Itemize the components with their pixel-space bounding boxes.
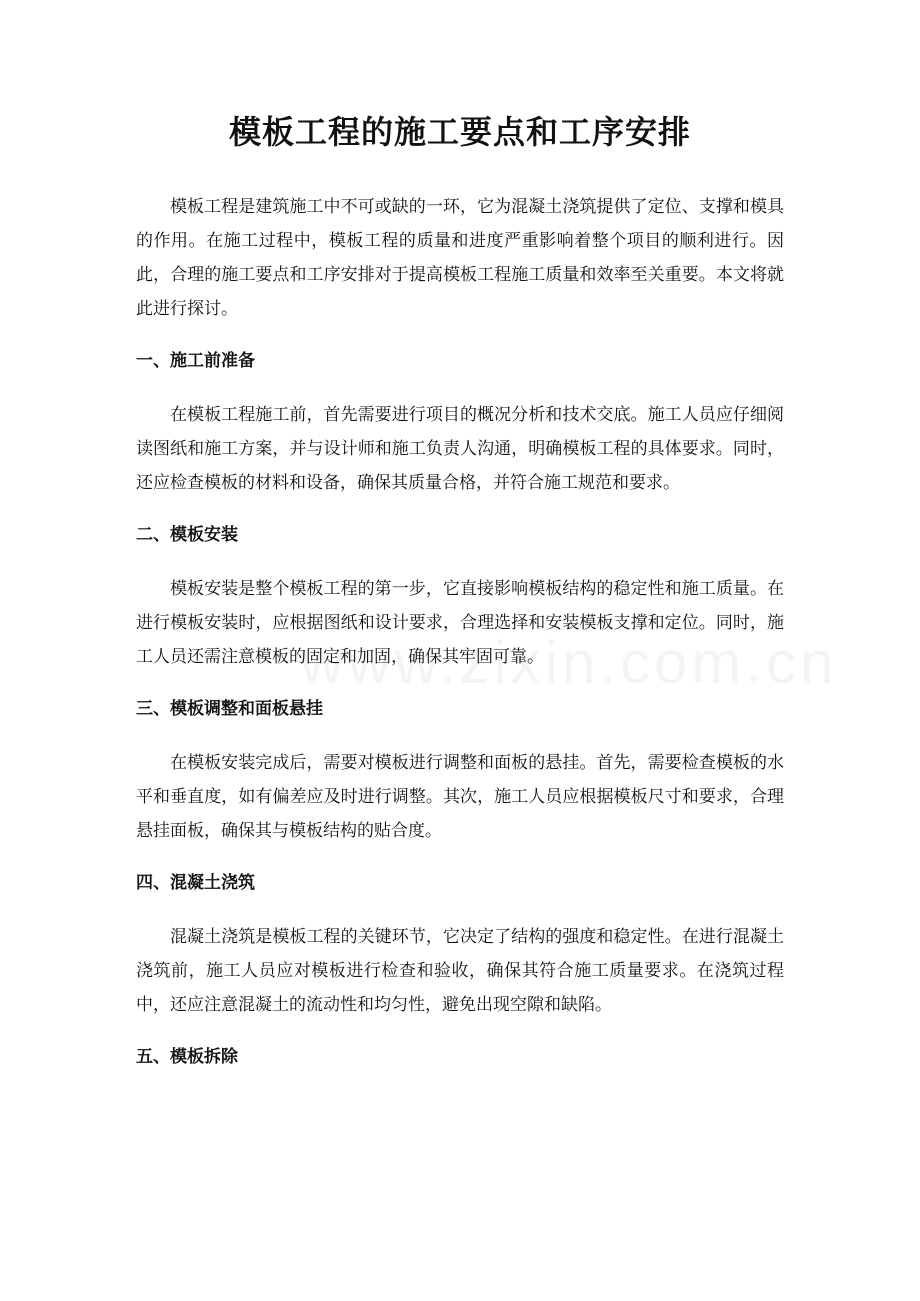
document-page <box>0 110 920 1301</box>
section-heading-1: 一、施工前准备 <box>136 351 255 371</box>
section-heading-3: 三、模板调整和面板悬挂 <box>136 699 323 719</box>
section-body-1: 在模板工程施工前，首先需要进行项目的概况分析和技术交底。施工人员应仔细阅读图纸和施工方案，并与设计师和施工负责人沟通，明确模板工程的具体要求。同时，还应检查模板的材料和设备，确保其质量合格，并符合施工规范和要求。 <box>136 405 784 493</box>
section-heading-4: 四、混凝土浇筑 <box>136 873 255 893</box>
intro-paragraph: 模板工程是建筑施工中不可或缺的一环，它为混凝土浇筑提供了定位、支撑和模具的作用。在施工过程中，模板工程的质量和进度严重影响着整个项目的顺利进行。因此，合理的施工要点和工序安排对于提高模板工程施工质量和效率至关重要。本文将就此进行探讨。 <box>136 197 784 319</box>
section-heading-2: 二、模板安装 <box>136 525 238 545</box>
section-heading-5: 五、模板拆除 <box>136 1047 238 1067</box>
section-body-2: 模板安装是整个模板工程的第一步，它直接影响模板结构的稳定性和施工质量。在进行模板安装时，应根据图纸和设计要求，合理选择和安装模板支撑和定位。同时，施工人员还需注意模板的固定和加固，确保其牢固可靠。 <box>136 579 784 667</box>
section-body-3: 在模板安装完成后，需要对模板进行调整和面板的悬挂。首先，需要检查模板的水平和垂直度，如有偏差应及时进行调整。其次，施工人员应根据模板尺寸和要求，合理悬挂面板，确保其与模板结构的贴合度。 <box>136 753 784 841</box>
section-body-4: 混凝土浇筑是模板工程的关键环节，它决定了结构的强度和稳定性。在进行混凝土浇筑前，施工人员应对模板进行检查和验收，确保其符合施工质量要求。在浇筑过程中，还应注意混凝土的流动性和均匀性，避免出现空隙和缺陷。 <box>136 927 784 1015</box>
page-title: 模板工程的施工要点和工序安排 <box>228 113 691 151</box>
